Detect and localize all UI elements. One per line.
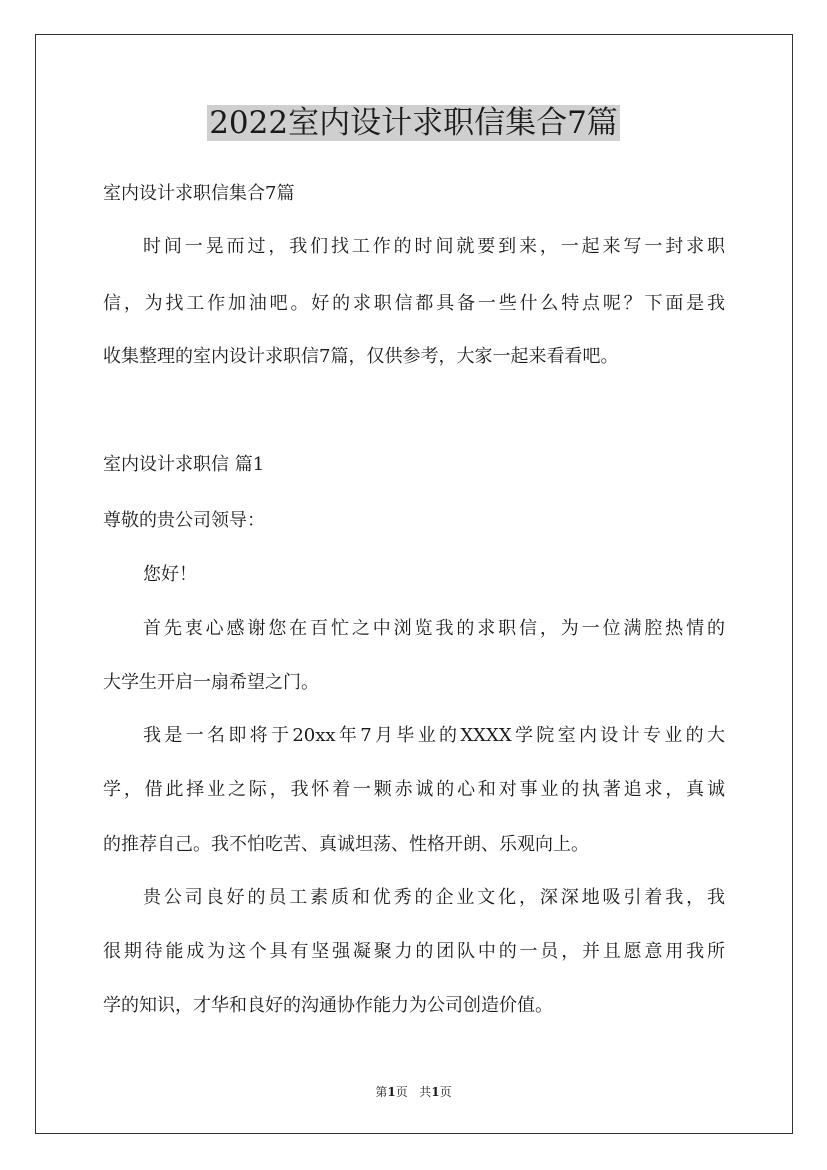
document-subtitle: 室内设计求职信集合7篇 — [103, 183, 295, 204]
paragraph-line: 学的知识，才华和良好的沟通协作能力为公司创造价值。 — [103, 995, 553, 1016]
paragraph-line: 首先衷心感谢您在百忙之中浏览我的求职信，为一位满腔热情的 — [143, 618, 725, 639]
paragraph-line: 学，借此择业之际，我怀着一颗赤诚的心和对事业的执著追求，真诚 — [103, 779, 725, 800]
footer-page-prefix: 第 — [375, 1085, 388, 1099]
document-title — [0, 100, 827, 146]
intro-line: 信，为找工作加油吧。好的求职信都具备一些什么特点呢？下面是我 — [103, 293, 725, 314]
intro-line: 时间一晃而过，我们找工作的时间就要到来，一起来写一封求职 — [143, 236, 725, 257]
footer-page-suffix: 页 — [395, 1085, 408, 1099]
paragraph-line: 大学生开启一扇希望之门。 — [103, 672, 319, 693]
paragraph-line: 很期待能成为这个具有坚强凝聚力的团队中的一员，并且愿意用我所 — [103, 941, 725, 962]
salutation: 尊敬的贵公司领导： — [103, 510, 265, 531]
paragraph-line: 贵公司良好的员工素质和优秀的企业文化，深深地吸引着我，我 — [143, 887, 725, 908]
footer-total-pages: 1 — [431, 1085, 440, 1099]
paragraph-line: 我是一名即将于20xx年7月毕业的XXXX学院室内设计专业的大 — [143, 725, 725, 746]
section-heading: 室内设计求职信 篇1 — [103, 454, 265, 475]
footer-page-number: 1 — [387, 1085, 396, 1099]
footer-total-prefix: 共 — [419, 1085, 432, 1099]
intro-line: 收集整理的室内设计求职信7篇，仅供参考，大家一起来看看吧。 — [103, 346, 619, 367]
paragraph-line: 的推荐自己。我不怕吃苦、真诚坦荡、性格开朗、乐观向上。 — [103, 834, 589, 855]
footer-total-suffix: 页 — [439, 1085, 452, 1099]
document-title-text: 2022室内设计求职信集合7篇 — [209, 105, 618, 141]
page-footer — [0, 1084, 827, 1100]
greeting: 您好！ — [143, 564, 197, 585]
